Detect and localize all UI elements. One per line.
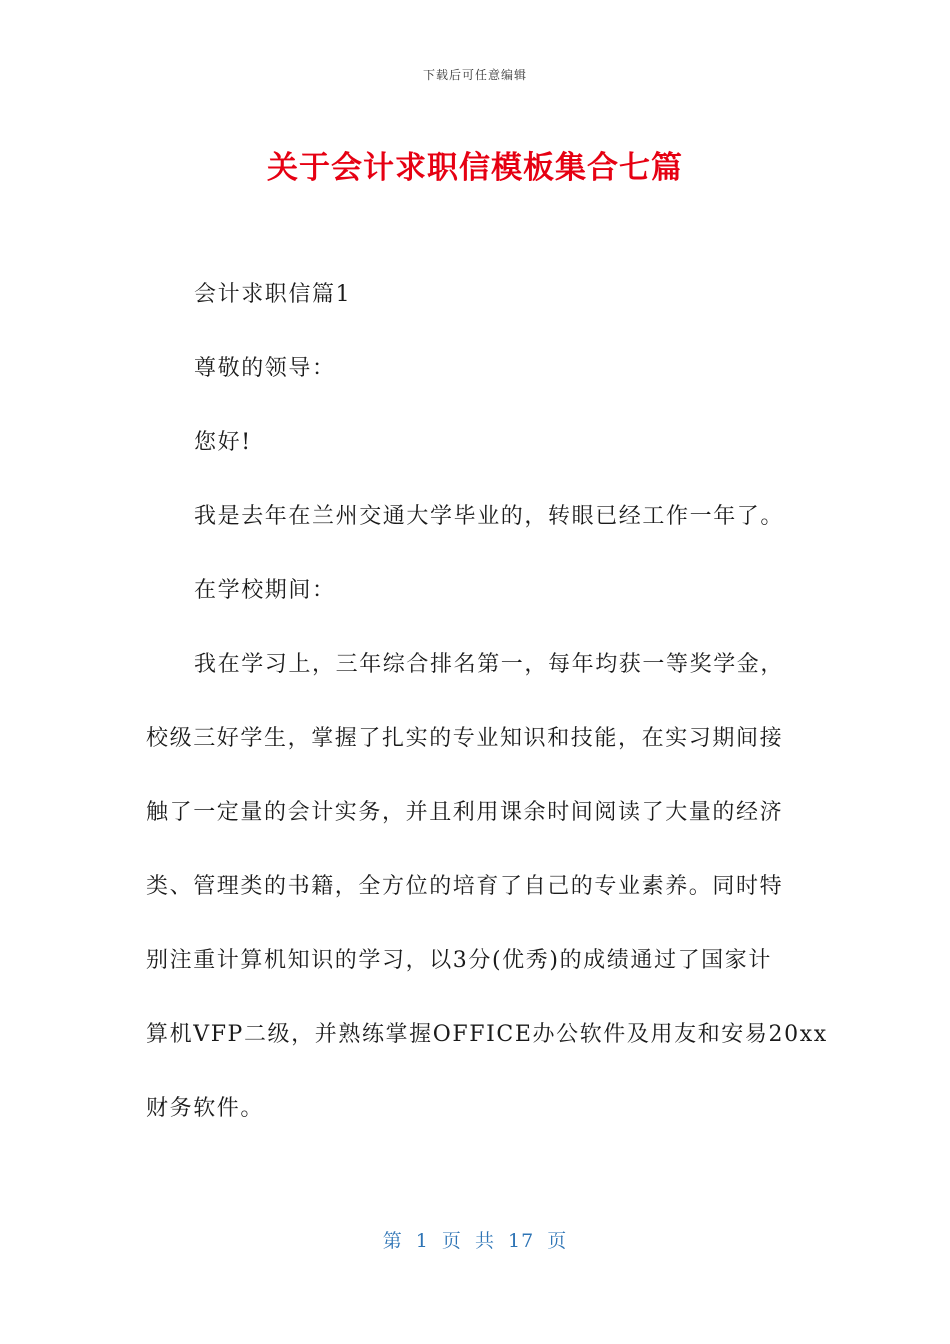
paragraph-study xyxy=(146,646,828,1127)
paragraph-heading: 会计求职信篇1 xyxy=(194,282,352,307)
current-page-number: 1 xyxy=(415,1230,429,1252)
paragraph-intro: 我是去年在兰州交通大学毕业的，转眼已经工作一年了。 xyxy=(194,504,785,529)
text-line: 我在学习上，三年综合排名第一，每年均获一等奖学金， xyxy=(194,652,785,677)
page-footer xyxy=(0,1226,950,1253)
text-line: 财务软件。 xyxy=(146,1096,265,1121)
text-line: 别注重计算机知识的学习，以3分(优秀)的成绩通过了国家计 xyxy=(146,948,772,973)
paragraph-salutation: 尊敬的领导： xyxy=(194,356,336,381)
paragraph-greeting: 您好! xyxy=(194,430,252,455)
paragraph-school-period: 在学校期间： xyxy=(194,578,336,603)
header-note: 下载后可任意编辑 xyxy=(422,68,527,82)
footer-prefix: 第 xyxy=(382,1230,403,1252)
text-line: 算机VFP二级，并熟练掌握OFFICE办公软件及用友和安易20xx xyxy=(146,1022,828,1047)
total-page-count: 17 xyxy=(508,1230,535,1252)
footer-suffix: 页 xyxy=(547,1230,568,1252)
text-line: 类、管理类的书籍，全方位的培育了自己的专业素养。同时特 xyxy=(146,874,784,899)
text-line: 触了一定量的会计实务，并且利用课余时间阅读了大量的经济 xyxy=(146,800,784,825)
footer-mid: 页 共 xyxy=(441,1230,495,1252)
document-body xyxy=(146,276,828,1164)
document-title: 关于会计求职信模板集合七篇 xyxy=(267,150,683,186)
text-line: 校级三好学生，掌握了扎实的专业知识和技能，在实习期间接 xyxy=(146,726,784,751)
